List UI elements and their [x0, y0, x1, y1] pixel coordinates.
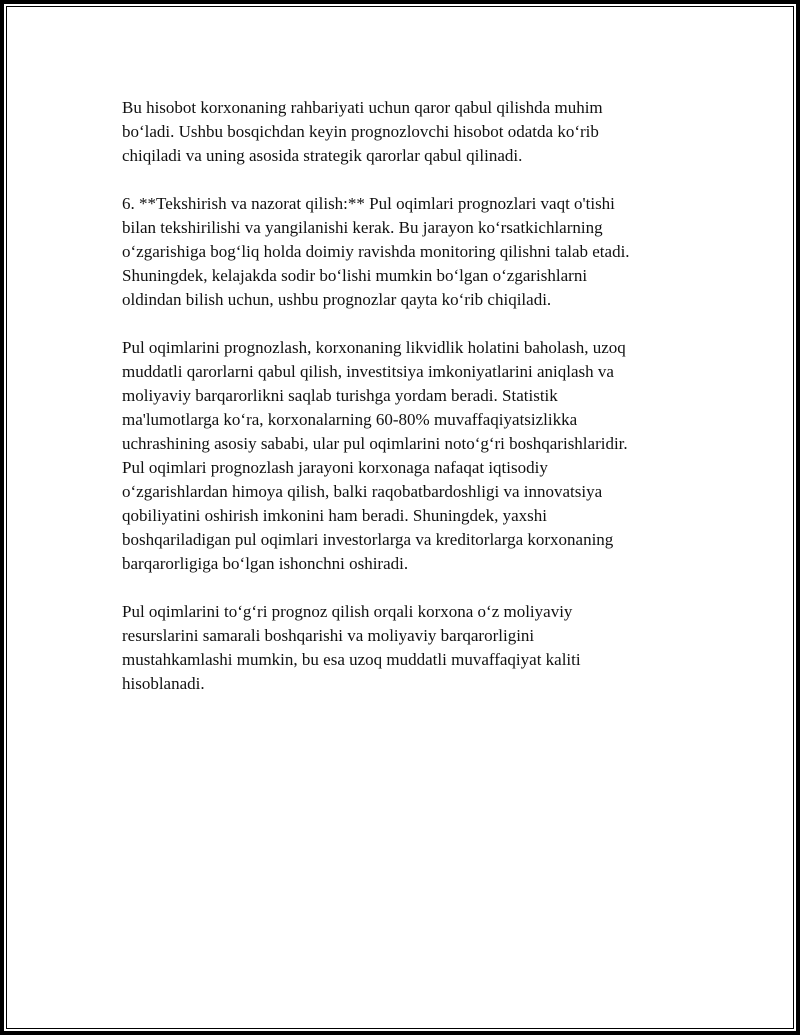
text-line: oldindan bilish uchun, ushbu prognozlar qayta ko‘rib chiqiladi.: [122, 290, 552, 309]
text-line: o‘zgarishlardan himoya qilish, balki raqobatbardoshligi va innovatsiya: [122, 482, 603, 501]
paragraph-report-decision: [122, 96, 688, 168]
text-line: chiqiladi va uning asosida strategik qarorlar qabul qilinadi.: [122, 146, 523, 165]
text-line: Pul oqimlari prognozlash jarayoni korxonaga nafaqat iqtisodiy: [122, 458, 548, 477]
text-line: Pul oqimlarini to‘g‘ri prognoz qilish orqali korxona o‘z moliyaviy: [122, 602, 573, 621]
text-line: bilan tekshirilishi va yangilanishi kerak. Bu jarayon ko‘rsatkichlarning: [122, 218, 603, 237]
text-line: 6. **Tekshirish va nazorat qilish:** Pul oqimlari prognozlari vaqt o'tishi: [122, 194, 615, 213]
text-line: uchrashining asosiy sababi, ular pul oqimlarini noto‘g‘ri boshqarishlaridir.: [122, 434, 628, 453]
paragraph-monitoring-control: [122, 192, 688, 312]
text-line: boshqariladigan pul oqimlari investorlarga va kreditorlarga korxonaning: [122, 530, 614, 549]
paragraph-conclusion: [122, 600, 688, 696]
text-line: hisoblanadi.: [122, 674, 205, 693]
text-line: Bu hisobot korxonaning rahbariyati uchun qaror qabul qilishda muhim: [122, 98, 603, 117]
text-line: ma'lumotlarga ko‘ra, korxonalarning 60-80% muvaffaqiyatsizlikka: [122, 410, 578, 429]
text-line: resurslarini samarali boshqarishi va moliyaviy barqarorligini: [122, 626, 535, 645]
paragraph-cash-flow-importance: [122, 336, 688, 576]
text-line: qobiliyatini oshirish imkonini ham beradi. Shuningdek, yaxshi: [122, 506, 547, 525]
text-line: Shuningdek, kelajakda sodir bo‘lishi mumkin bo‘lgan o‘zgarishlarni: [122, 266, 588, 285]
text-line: o‘zgarishiga bog‘liq holda doimiy ravishda monitoring qilishni talab etadi.: [122, 242, 630, 261]
text-line: mustahkamlashi mumkin, bu esa uzoq muddatli muvaffaqiyat kaliti: [122, 650, 581, 669]
text-line: muddatli qarorlarni qabul qilish, investitsiya imkoniyatlarini aniqlash va: [122, 362, 614, 381]
text-line: barqarorligiga bo‘lgan ishonchni oshiradi.: [122, 554, 409, 573]
document-body: [122, 96, 688, 720]
text-line: moliyaviy barqarorlikni saqlab turishga yordam beradi. Statistik: [122, 386, 558, 405]
text-line: bo‘ladi. Ushbu bosqichdan keyin prognozlovchi hisobot odatda ko‘rib: [122, 122, 599, 141]
text-line: Pul oqimlarini prognozlash, korxonaning likvidlik holatini baholash, uzoq: [122, 338, 626, 357]
